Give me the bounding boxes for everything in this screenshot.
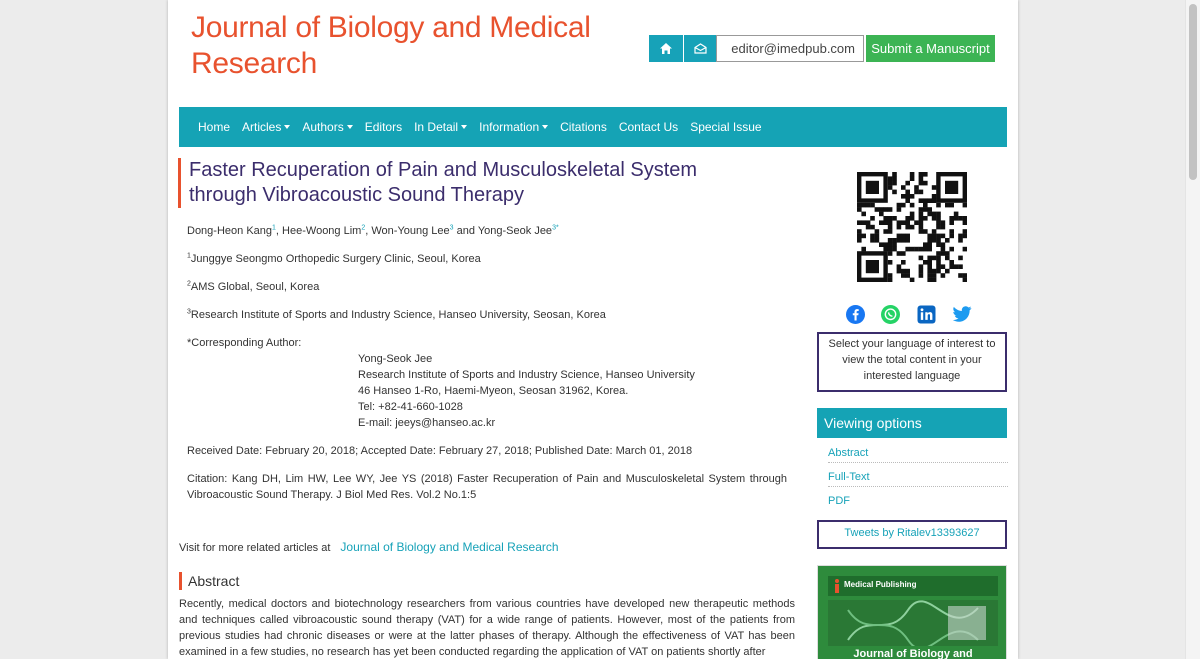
caret-down-icon — [347, 125, 353, 129]
author-affiliation-sup[interactable]: 3 — [449, 224, 454, 232]
email-link[interactable]: editor@imedpub.com — [716, 35, 864, 62]
affiliation-sup: 1 — [187, 252, 191, 260]
journal-title[interactable]: Journal of Biology and Medical Research — [191, 11, 591, 80]
linkedin-icon[interactable] — [916, 304, 936, 324]
related-articles-label: Visit for more related articles at — [179, 542, 331, 554]
nav-item-label: Contact Us — [618, 120, 679, 134]
affiliation-3 — [187, 309, 606, 321]
caret-down-icon — [284, 125, 290, 129]
caret-down-icon — [542, 125, 548, 129]
corresponding-tel: Tel: +82-41-660-1028 — [358, 401, 463, 413]
affiliation-text: Research Institute of Sports and Industry Science, Hanseo University, Seosan, Korea — [190, 309, 606, 321]
scrollbar-thumb[interactable] — [1189, 4, 1197, 180]
affiliation-2 — [187, 281, 319, 293]
author-affiliation-sup[interactable]: 1 — [272, 224, 276, 232]
article-dates: Received Date: February 20, 2018; Accepted Date: February 27, 2018; Published Date: March 01, 2018 — [187, 445, 693, 457]
mail-button[interactable] — [684, 35, 716, 62]
article-title-block — [178, 158, 769, 208]
nav-item-authors[interactable] — [302, 120, 352, 134]
facebook-icon[interactable] — [845, 304, 865, 324]
corresponding-address: 46 Hanseo 1-Ro, Haemi-Myeon, Seosan 31962, Korea. — [358, 385, 629, 397]
home-button[interactable] — [649, 35, 683, 62]
corresponding-label: *Corresponding Author: — [187, 337, 302, 349]
cover-illustration — [828, 600, 998, 646]
author-name: Dong-Heon Kang — [187, 225, 273, 237]
whatsapp-icon[interactable] — [880, 304, 900, 324]
viewing-option-fulltext[interactable]: Full-Text — [828, 471, 1008, 487]
nav-item-editors[interactable] — [365, 120, 402, 134]
viewing-options-heading: Viewing options — [817, 408, 1007, 438]
nav-item-citations[interactable] — [560, 120, 607, 134]
affiliation-1 — [187, 253, 481, 265]
cover-publisher: Medical Publishing — [844, 580, 917, 589]
article-title: Faster Recuperation of Pain and Musculoskeletal System through Vibroacoustic Sound Therapy — [189, 159, 698, 206]
author-affiliation-sup[interactable]: 2 — [361, 224, 366, 232]
citation: Citation: Kang DH, Lim HW, Lee WY, Jee YS (2018) Faster Recuperation of Pain and Musculoskeletal System through Vibroacoustic Sound Therapy. J Biol Med Res. Vol.2 No.1:5 — [187, 473, 787, 501]
nav-item-label: Information — [479, 120, 540, 134]
imedpub-logo-icon — [832, 578, 842, 594]
author-separator: , — [275, 225, 283, 237]
home-icon — [659, 42, 673, 55]
page — [168, 0, 1018, 659]
author-name: Hee-Woong Lim — [282, 225, 362, 237]
nav-item-home[interactable] — [198, 120, 230, 134]
nav-item-articles[interactable] — [242, 120, 290, 134]
related-articles — [179, 540, 559, 554]
submit-manuscript-button[interactable]: Submit a Manuscript — [866, 35, 995, 62]
journal-cover-image[interactable] — [817, 565, 1007, 659]
viewing-option-pdf[interactable]: PDF — [828, 495, 850, 507]
affiliation-sup: 2 — [187, 280, 191, 288]
nav-item-label: Articles — [242, 120, 282, 134]
abstract-text: Recently, medical doctors and biotechnology researchers from various countries have developed new therapeutic methods and techniques called vibroacoustic sound therapy (VAT) for a wide range of patients. However, most of the patients from previous studies had chronic diseases or were at the latter phases of therapy. Although the effectiveness of VAT has been examined in a few studies, no research has yet been conducted regarding the application of VAT on patients shortly after — [179, 598, 795, 658]
tweets-link[interactable]: Tweets by Ritalev13393627 — [817, 520, 1007, 549]
nav-item-label: Home — [198, 120, 231, 134]
author-separator: and — [453, 225, 478, 237]
author-name: Won-Young Lee — [371, 225, 450, 237]
language-selector-box[interactable]: Select your language of interest to view the total content in your interested language — [817, 332, 1007, 392]
viewing-option-abstract[interactable]: Abstract — [828, 447, 1008, 463]
caret-down-icon — [461, 125, 467, 129]
cover-title: Journal of Biology and — [853, 648, 973, 659]
nav-item-special-issue[interactable] — [690, 120, 761, 134]
twitter-icon[interactable] — [952, 304, 972, 324]
author-list — [187, 225, 559, 237]
nav-item-label: Authors — [302, 120, 344, 134]
corresponding-name: Yong-Seok Jee — [358, 353, 433, 365]
affiliation-text: Junggye Seongmo Orthopedic Surgery Clinic, Seoul, Korea — [190, 253, 481, 265]
corresponding-email[interactable]: E-mail: jeeys@hanseo.ac.kr — [358, 417, 496, 429]
nav-item-label: Special Issue — [690, 120, 762, 134]
author-separator: , — [365, 225, 372, 237]
affiliation-sup: 3 — [187, 308, 191, 316]
abstract-heading: Abstract — [179, 572, 239, 590]
corresponding-institution: Research Institute of Sports and Industry Science, Hanseo University — [358, 369, 695, 381]
qr-code — [857, 172, 967, 282]
affiliation-text: AMS Global, Seoul, Korea — [190, 281, 320, 293]
related-articles-link[interactable]: Journal of Biology and Medical Research — [340, 540, 559, 554]
nav-item-label: Editors — [364, 120, 403, 134]
nav-item-label: Citations — [560, 120, 607, 134]
envelope-icon — [694, 43, 707, 54]
main-nav — [179, 107, 1007, 147]
nav-item-label: In Detail — [414, 120, 459, 134]
author-name: Yong-Seok Jee — [477, 225, 553, 237]
author-affiliation-sup[interactable]: 3* — [552, 224, 559, 232]
nav-item-in-detail[interactable] — [414, 120, 467, 134]
page-scrollbar[interactable] — [1185, 0, 1200, 659]
nav-item-contact-us[interactable] — [619, 120, 678, 134]
nav-item-information[interactable] — [479, 120, 548, 134]
corresponding-author-block — [358, 351, 695, 431]
